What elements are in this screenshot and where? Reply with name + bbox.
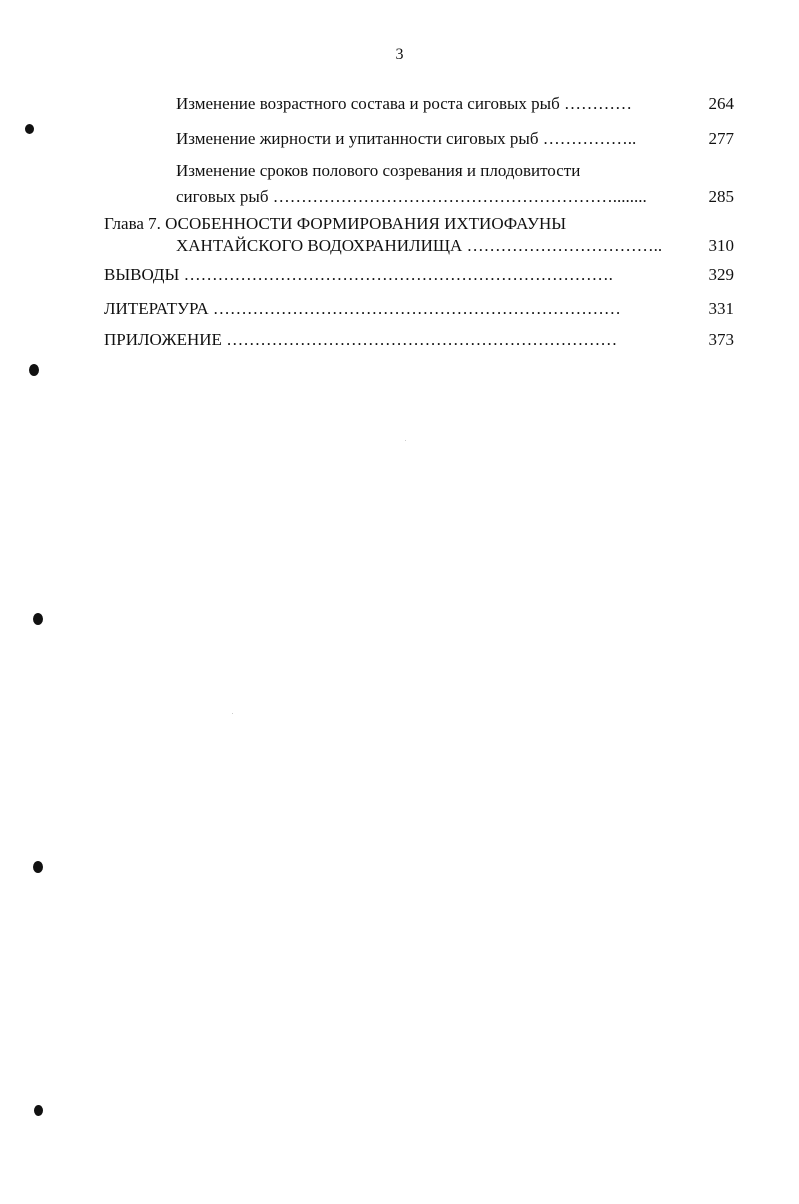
toc-entry-title: ХАНТАЙСКОГО ВОДОХРАНИЛИЩА …………………………….. (176, 236, 663, 255)
toc-entry-page: 277 (708, 129, 734, 148)
toc-entry-title: ВЫВОДЫ …………………………………………………………………. (104, 265, 613, 284)
toc-entry-page: 331 (708, 299, 734, 318)
scan-speck (405, 440, 406, 441)
toc-entry-page: 329 (708, 265, 734, 284)
toc-entry-title: Изменение сроков полового созревания и плодовитости (176, 161, 581, 180)
scan-speck (232, 713, 233, 714)
page-number: 3 (395, 46, 404, 63)
toc-entry-title: Изменение возрастного состава и роста сиговых рыб ………… (176, 94, 632, 113)
toc-entry-title: ПРИЛОЖЕНИЕ …………………………………………………………… (104, 330, 618, 349)
toc-entry-title: ЛИТЕРАТУРА ……………………………………………………………… (104, 299, 621, 318)
toc-entry-page: 310 (708, 236, 734, 255)
toc-entry-title: Изменение жирности и упитанности сиговых рыб …………….. (176, 129, 637, 148)
punch-hole (33, 861, 43, 873)
punch-hole (34, 1105, 43, 1116)
toc-entry-page: 373 (708, 330, 734, 349)
punch-hole (33, 613, 43, 625)
toc-entry-page: 285 (708, 187, 734, 206)
punch-hole (29, 364, 39, 376)
toc-entry-page: 264 (708, 94, 734, 113)
punch-hole (25, 124, 34, 134)
toc-entry-title: Глава 7. ОСОБЕННОСТИ ФОРМИРОВАНИЯ ИХТИОФАУНЫ (104, 214, 567, 233)
toc-entry-title: сиговых рыб ……………………………………………………........ (176, 187, 647, 206)
